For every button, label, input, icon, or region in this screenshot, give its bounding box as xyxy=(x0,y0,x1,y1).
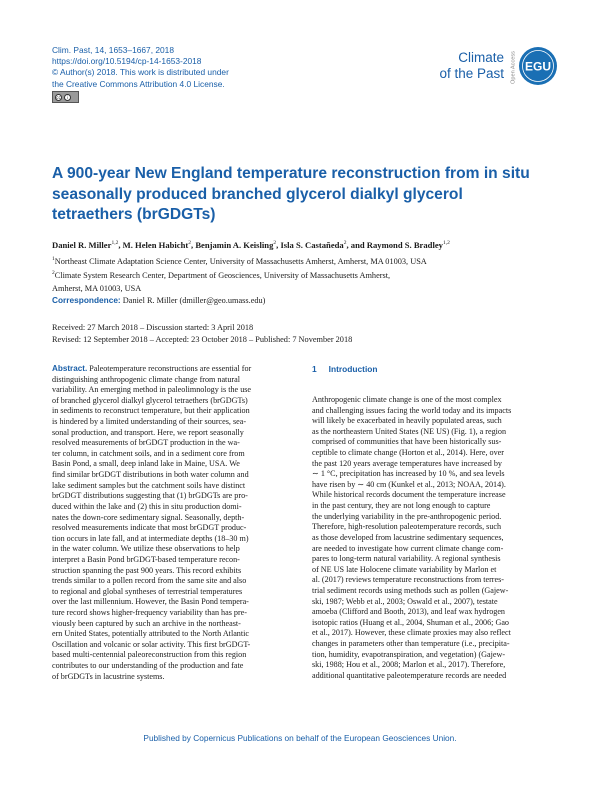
abstract-line: in sediments to reconstruct temperature, but their application xyxy=(52,406,250,416)
intro-line: additional quantitative paleotemperature records are needed xyxy=(312,670,507,680)
intro-line: trial sediment records using methods such as pollen (Gajew- xyxy=(312,585,509,595)
open-access-label xyxy=(508,44,518,88)
abstract xyxy=(52,364,298,682)
abstract-line: based multi-centennial paleoreconstruction from this region xyxy=(52,650,247,660)
citation-block xyxy=(52,45,352,90)
cc-by-badge[interactable] xyxy=(52,91,79,103)
intro-line: ski, 1988; Hou et al., 2008; Marlon et al., 2017). Therefore, xyxy=(312,660,506,670)
correspondence-label: Correspondence: xyxy=(52,295,121,305)
abstract-line: duced within the lake and (2) this in situ production domi- xyxy=(52,501,242,511)
section-heading-introduction xyxy=(312,364,378,374)
title-line: tetraethers (brGDGTs) xyxy=(52,206,216,223)
intro-line: will likely be exacerbated in heavily populated areas, such xyxy=(312,416,502,426)
intro-line: in the past century, they are not long enough to capture xyxy=(312,501,491,511)
egu-logo-icon xyxy=(518,46,558,86)
introduction-text xyxy=(312,395,562,681)
copyright: © Author(s) 2018. This work is distributed under xyxy=(52,67,229,78)
section-title: Introduction xyxy=(328,364,378,374)
affiliation-text: Climate System Research Center, Department of Geosciences, University of Massachusetts Amherst, xyxy=(54,270,391,280)
abstract-line: ern United States, potentially attributed to the North Atlantic xyxy=(52,629,249,639)
abstract-line: resolved measurements of brGDGT production in the wa- xyxy=(52,438,240,448)
intro-line: changes in parameters other than temperature (i.e., precipita- xyxy=(312,639,510,649)
abstract-line: tion occurs in late fall, and at intermediate depths (18–30 m) xyxy=(52,533,249,543)
intro-line: the underlying variability in the pre-anthropogenic period. xyxy=(312,511,502,521)
dates-line: Received: 27 March 2018 – Discussion started: 3 April 2018 xyxy=(52,323,254,332)
abstract-line xyxy=(52,364,298,375)
citation: Clim. Past, 14, 1653–1667, 2018 xyxy=(52,45,174,55)
journal-name xyxy=(439,50,504,81)
intro-line: amoeba (Clifford and Booth, 2013), and leaf wax hydrogen xyxy=(312,607,505,617)
affiliation-number: 2 xyxy=(52,269,55,276)
author-separator: , and xyxy=(346,239,367,250)
abstract-line: is hindered by a limited understanding of their sources, sea- xyxy=(52,417,247,427)
correspondence-text[interactable]: Daniel R. Miller (dmiller@geo.umass.edu) xyxy=(122,296,266,305)
title-line: seasonally produced branched glycerol dialkyl glycerol xyxy=(52,185,463,203)
abstract-line: lake sediment samples but the catchment soils have distinct xyxy=(52,480,246,490)
author-affiliation: 2 xyxy=(273,240,277,246)
intro-line: pares to long-term natural variability. A regional synthesis xyxy=(312,554,501,564)
author-separator: , xyxy=(118,239,123,250)
abstract-line: of branched glycerol dialkyl glycerol tetraethers (brGDGTs) xyxy=(52,395,248,405)
intro-line: ceptible to climate change (Horton et al., 2014). Here, over xyxy=(312,448,504,458)
intro-line: ∼ 1 °C, precipitation has increased by 10 %, and sea levels xyxy=(312,469,505,479)
abstract-line: brGDGT distributions suggesting that (1) brGDGTs are pro- xyxy=(52,491,248,501)
by-icon: i xyxy=(64,94,71,101)
section-number: 1 xyxy=(312,364,317,374)
abstract-line: contributes to our understanding of the production and fate xyxy=(52,661,244,671)
journal-name-line1: Climate xyxy=(458,50,504,65)
abstract-line: Oscillation and volcanic or solar activity. This first brGDGT- xyxy=(52,639,251,649)
abstract-line: in the water column. We utilize these observations to help xyxy=(52,544,240,554)
title-line: A 900-year New England temperature reconstruction from in situ xyxy=(52,165,530,182)
affiliation-item xyxy=(52,268,562,282)
author-separator: , xyxy=(276,239,281,250)
intro-line: et al., 2017). However, these climate proxies may also reflect xyxy=(312,628,511,638)
license-link[interactable]: the Creative Commons Attribution 4.0 License. xyxy=(52,78,225,89)
affiliations xyxy=(52,254,562,295)
intro-line: are needed to investigate how current climate change com- xyxy=(312,543,504,553)
author-name[interactable]: M. Helen Habicht xyxy=(122,239,189,250)
intro-line: of NE US late Holocene climate variability by Marlon et xyxy=(312,564,497,574)
article-title xyxy=(52,164,562,226)
doi-link[interactable]: https://doi.org/10.5194/cp-14-1653-2018 xyxy=(52,56,202,67)
abstract-line: find similar brGDGT distributions in both water column and xyxy=(52,470,249,480)
author-name[interactable]: Raymond S. Bradley xyxy=(366,239,443,250)
author-separator: , xyxy=(191,239,196,250)
abstract-line: sonal production, and transport. Here, we report seasonally xyxy=(52,427,244,437)
intro-line: ski, 1987; Webb et al., 2003; Oswald et al., 2007), testate xyxy=(312,596,498,606)
intro-line: as the northeastern United States (NE US) (Fig. 1), a region xyxy=(312,426,507,436)
abstract-label: Abstract. xyxy=(52,364,88,373)
intro-line: and challenging issues facing the world today and its impacts xyxy=(312,405,512,415)
intro-line: the past 120 years average temperatures have increased by xyxy=(312,458,502,468)
abstract-line: interpret a Basin Pond brGDGT-based temperature recon- xyxy=(52,554,240,564)
abstract-line: nates the down-core sedimentary signal. Seasonally, depth- xyxy=(52,512,245,522)
intro-line: al. (2017) reviews temperature reconstructions from terres- xyxy=(312,575,504,585)
correspondence xyxy=(52,295,265,305)
author-name[interactable]: Benjamin A. Keisling xyxy=(195,239,274,250)
publisher-footer: Published by Copernicus Publications on behalf of the European Geosciences Union. xyxy=(143,733,457,743)
author-name[interactable]: Isla S. Castañeda xyxy=(280,239,344,250)
abstract-line: ture record shows higher-frequency variability than has pre- xyxy=(52,608,247,618)
author-list xyxy=(52,238,562,251)
intro-line: While historical records document the temperature increase xyxy=(312,490,506,500)
intro-line: Therefore, high-resolution paleotemperature records, such xyxy=(312,522,502,532)
affiliation-text: Amherst, MA 01003, USA xyxy=(52,283,142,293)
abstract-line: variability. An emerging method in paleolimnology is the use xyxy=(52,385,252,395)
dates-line: Revised: 12 September 2018 – Accepted: 23 October 2018 – Published: 7 November 2018 xyxy=(52,334,353,344)
abstract-line: Basin Pond, a small, deep inland lake in Maine, USA. We xyxy=(52,459,240,469)
abstract-line: ter column, in catchment soils, and in a sediment core from xyxy=(52,448,245,458)
author-name[interactable]: Daniel R. Miller xyxy=(52,239,112,250)
intro-line: as those developed from lacustrine sedimentary sequences, xyxy=(312,532,504,542)
author-affiliation: 1,2 xyxy=(111,240,119,246)
affiliation-number: 1 xyxy=(52,256,55,262)
author-affiliation: 2 xyxy=(188,240,192,246)
affiliation-item xyxy=(52,254,562,268)
journal-name-line2: of the Past xyxy=(439,65,504,81)
intro-line: comprised of communities that have been historically sus- xyxy=(312,437,502,447)
abstract-line: viously been captured by such an archive in the northeast- xyxy=(52,618,241,628)
affiliation-item xyxy=(52,281,562,295)
abstract-line: resolved measurements indicate that most brGDGT produc- xyxy=(52,523,247,533)
author-affiliation: 2 xyxy=(343,240,347,246)
abstract-line: of brGDGTs in lacustrine systems. xyxy=(52,671,165,681)
abstract-line: over the last millennium. However, the Basin Pond tempera- xyxy=(52,597,249,607)
open-access-text: Open Access xyxy=(510,51,517,84)
intro-line: Anthropogenic climate change is one of the most complex xyxy=(312,395,502,404)
intro-line: have risen by ∼ 40 cm (Kunkel et al., 2013; NOAA, 2014). xyxy=(312,479,506,489)
egu-logo-text: EGU xyxy=(524,59,552,74)
abstract-line: struction spanning the past 900 years. This record exhibits xyxy=(52,565,242,575)
abstract-line: to regional and global syntheses of terrestrial temperatures xyxy=(52,586,243,596)
author-affiliation: 1,2 xyxy=(442,240,450,246)
intro-line: isotopic ratios (Huang et al., 2004, Shuman et al., 2006; Gao xyxy=(312,617,509,627)
abstract-line-text: Paleotemperature reconstructions are essential for xyxy=(89,364,252,373)
affiliation-text: Northeast Climate Adaptation Science Center, University of Massachusetts Amherst, Amherst, MA 01003, USA xyxy=(54,256,427,266)
abstract-line: trends similar to a pollen record from the same site and also xyxy=(52,576,247,586)
publication-dates xyxy=(52,322,352,345)
abstract-line: distinguishing anthropogenic climate change from natural xyxy=(52,374,240,384)
cc-icon: cc xyxy=(56,94,61,100)
intro-line: tion, humidity, evapotranspiration, and vegetation) (Gajew- xyxy=(312,649,506,659)
